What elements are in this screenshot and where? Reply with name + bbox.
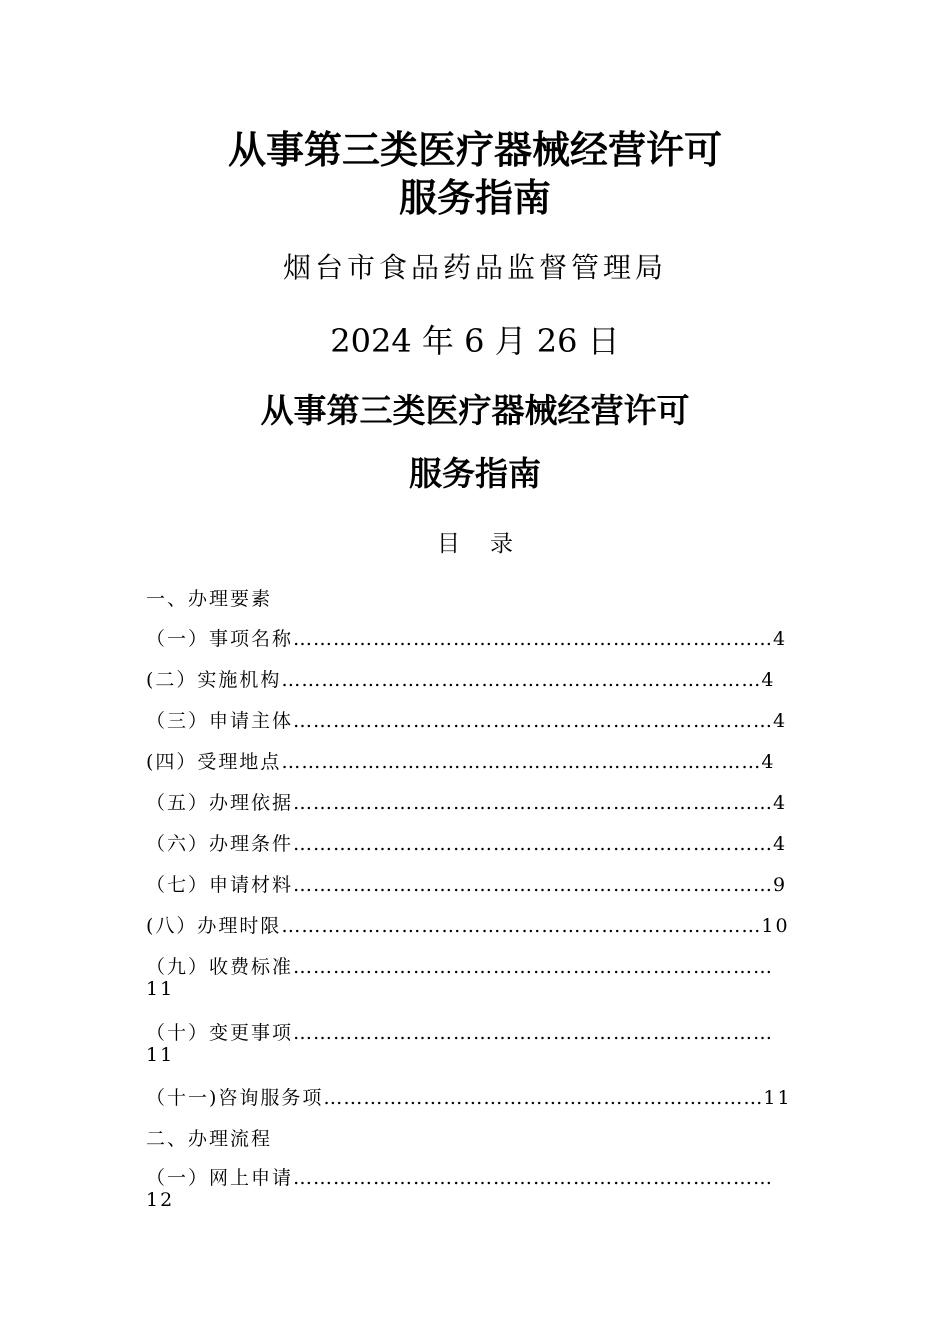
toc-entry[interactable]: [146, 870, 806, 897]
guide-title-line1: 从事第三类医疗器械经营许可: [260, 391, 690, 430]
toc-leader-dots: ………………………………………………………………: [293, 1167, 774, 1189]
guide-title-line2: 服务指南: [409, 454, 541, 493]
toc-leader-dots: …………………………………………………………: [323, 1087, 764, 1109]
toc-entry[interactable]: [146, 665, 806, 692]
toc-entry-page: 4: [773, 710, 788, 732]
toc-leader-dots: ………………………………………………………………: [293, 792, 774, 814]
toc-leader-dots: ………………………………………………………………: [281, 669, 762, 691]
toc-entry-label: （三）申请主体: [146, 710, 294, 732]
toc-entry-page: 11: [146, 1044, 175, 1066]
toc-entry[interactable]: [146, 788, 806, 815]
toc-entry-label: （七）申请材料: [146, 874, 294, 896]
document-title-line2: 服务指南: [398, 176, 551, 220]
toc-section-1: 一、办理要素: [146, 588, 273, 610]
toc-entry[interactable]: [146, 1163, 806, 1190]
toc-entry[interactable]: [146, 1083, 806, 1110]
toc-leader-dots: ………………………………………………………………: [293, 710, 774, 732]
toc-leader-dots: ………………………………………………………………: [281, 915, 762, 937]
toc-entry-page: 4: [761, 669, 776, 691]
toc-entry-page: 4: [773, 833, 788, 855]
toc-entry-page: 4: [761, 751, 776, 773]
toc-entry-label: （十一)咨询服务项: [146, 1087, 324, 1109]
toc-entry-label: （六）办理条件: [146, 833, 294, 855]
toc-leader-dots: ………………………………………………………………: [293, 956, 774, 978]
toc-leader-dots: ………………………………………………………………: [293, 833, 774, 855]
document-title: [0, 126, 950, 222]
toc-entry[interactable]: [146, 706, 806, 733]
toc-entry-page: 9: [773, 874, 788, 896]
toc-entry-page: 12: [146, 1189, 175, 1211]
toc-entry-page: 4: [773, 628, 788, 650]
toc-entry-label: （十）变更事项: [146, 1022, 294, 1044]
toc-entry[interactable]: [146, 829, 806, 856]
toc-leader-dots: ………………………………………………………………: [293, 628, 774, 650]
toc-heading: 目录: [437, 531, 543, 557]
toc-section-2: 二、办理流程: [146, 1128, 273, 1150]
toc-entry[interactable]: [146, 624, 806, 651]
toc-entry-label: (四）受理地点: [146, 751, 282, 773]
toc-entry[interactable]: [146, 747, 806, 774]
toc-entry[interactable]: [146, 911, 806, 938]
issue-date: 2024 年 6 月 26 日: [330, 322, 620, 360]
toc-entry[interactable]: [146, 1018, 806, 1045]
issuing-agency: 烟台市食品药品监督管理局: [282, 251, 667, 284]
toc-entry-label: (八）办理时限: [146, 915, 282, 937]
toc-leader-dots: ………………………………………………………………: [281, 751, 762, 773]
toc-leader-dots: ………………………………………………………………: [293, 1022, 774, 1044]
toc-entry-page: 11: [146, 978, 175, 1000]
toc-entry-page: 11: [763, 1087, 792, 1109]
toc-entry-label: （一）事项名称: [146, 628, 294, 650]
toc-entry-label: （九）收费标准: [146, 956, 294, 978]
toc-entry-label: (二）实施机构: [146, 669, 282, 691]
toc-entry-label: （五）办理依据: [146, 792, 294, 814]
toc-entry-page: 4: [773, 792, 788, 814]
toc-entry-page: 10: [761, 915, 790, 937]
toc-entry-label: （一）网上申请: [146, 1167, 294, 1189]
document-title-line1: 从事第三类医疗器械经营许可: [227, 128, 722, 172]
toc-entry[interactable]: [146, 952, 806, 979]
toc-leader-dots: ………………………………………………………………: [293, 874, 774, 896]
